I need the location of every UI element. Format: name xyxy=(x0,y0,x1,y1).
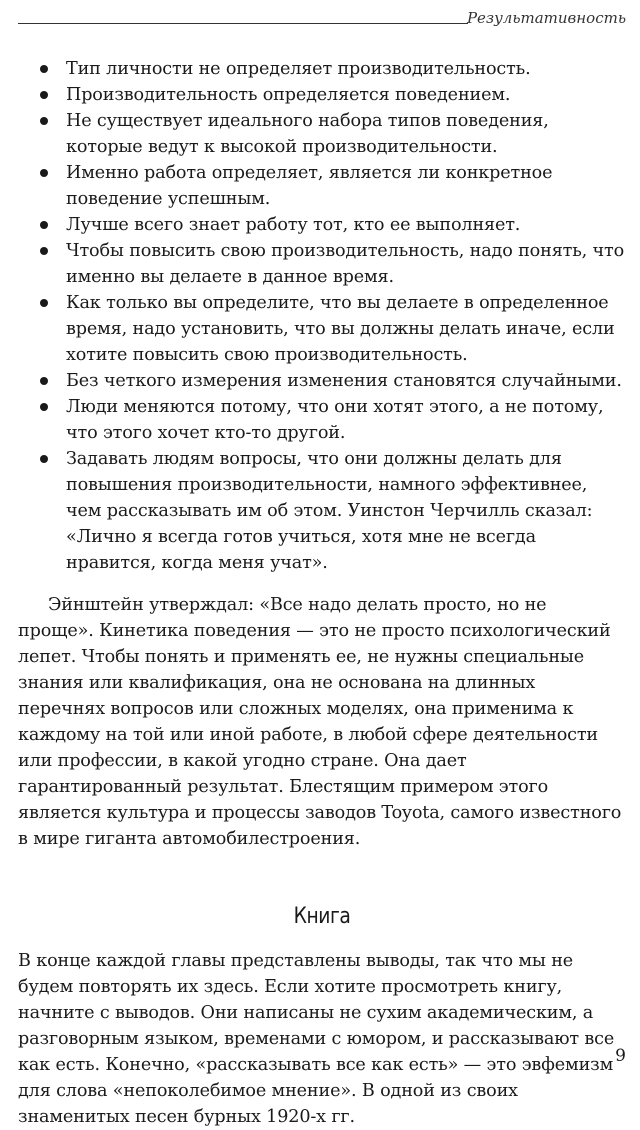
list-item-text: Тип личности не определяет производительность. xyxy=(66,59,531,79)
list-item xyxy=(18,238,626,290)
list-item xyxy=(18,160,626,212)
list-item-text: Как только вы определите, что вы делаете в определенное время, надо установить, что вы должны делать иначе, если хотите повысить свою производительность. xyxy=(66,293,615,365)
section-paragraph: В конце каждой главы представлены выводы, так что мы не будем повторять их здесь. Если хотите просмотреть книгу, начните с выводов. Они написаны не сухим академическим, а разговорным языком, временами с юмором, и рассказывают все как есть. Конечно, «рассказывать все как есть» — это эвфемизм для слова «непоколебимое мнение». В одной из своих знаменитых песен бурных 1920-х гг. xyxy=(18,951,615,1127)
page-number: 9 xyxy=(615,1046,626,1066)
bullet-icon xyxy=(40,455,48,463)
list-item xyxy=(18,82,626,108)
list-item xyxy=(18,446,626,576)
bullet-icon xyxy=(40,65,48,73)
running-header xyxy=(18,6,626,28)
list-item-text: Без четкого измерения изменения становятся случайными. xyxy=(66,371,622,391)
section-title: Книга xyxy=(293,904,351,929)
bullet-icon xyxy=(40,247,48,255)
einstein-paragraph: Эйнштейн утверждал: «Все надо делать просто, но не проще». Кинетика поведения — это не просто психологический лепет. Чтобы понять и применять ее, не нужны специальные знания или квалификация, она не основана на длинных перечнях вопросов или сложных моделях, она применима к каждому на той или иной работе, в любой сфере деятельности или профессии, в какой угодно стране. Она дает гарантированный результат. Блестящим примером этого является культура и процессы заводов Toyota, самого известного в мире гиганта автомобилестроения. xyxy=(18,595,622,849)
list-item-text: Лучше всего знает работу тот, кто ее выполняет. xyxy=(66,215,521,235)
list-item xyxy=(18,290,626,368)
bullet-icon xyxy=(40,221,48,229)
list-item-text: Именно работа определяет, является ли конкретное поведение успешным. xyxy=(66,163,553,209)
bullet-icon xyxy=(40,377,48,385)
list-item-text: Чтобы повысить свою производительность, надо понять, что именно вы делаете в данное время. xyxy=(66,241,625,287)
list-item xyxy=(18,212,626,238)
bullet-icon xyxy=(40,403,48,411)
list-item-text: Задавать людям вопросы, что они должны делать для повышения производительности, намного эффективнее, чем рассказывать им об этом. Уинстон Черчилль сказал: «Лично я всегда готов учиться, хотя мне не всегда нравится, когда меня учат». xyxy=(66,449,593,573)
list-item xyxy=(18,56,626,82)
list-item xyxy=(18,108,626,160)
bullet-icon xyxy=(40,299,48,307)
book-page xyxy=(18,0,626,1127)
list-item xyxy=(18,368,626,394)
bullet-list xyxy=(18,56,626,576)
page-content xyxy=(18,56,626,1130)
list-item-text: Не существует идеального набора типов поведения, которые ведут к высокой производительности. xyxy=(66,111,549,157)
bullet-icon xyxy=(40,91,48,99)
bullet-icon xyxy=(40,169,48,177)
bullet-icon xyxy=(40,117,48,125)
list-item xyxy=(18,394,626,446)
running-title: Результативность xyxy=(466,9,626,27)
header-rule xyxy=(18,23,468,24)
list-item-text: Производительность определяется поведением. xyxy=(66,85,511,105)
list-item-text: Люди меняются потому, что они хотят этого, а не потому, что этого хочет кто-то другой. xyxy=(66,397,604,443)
